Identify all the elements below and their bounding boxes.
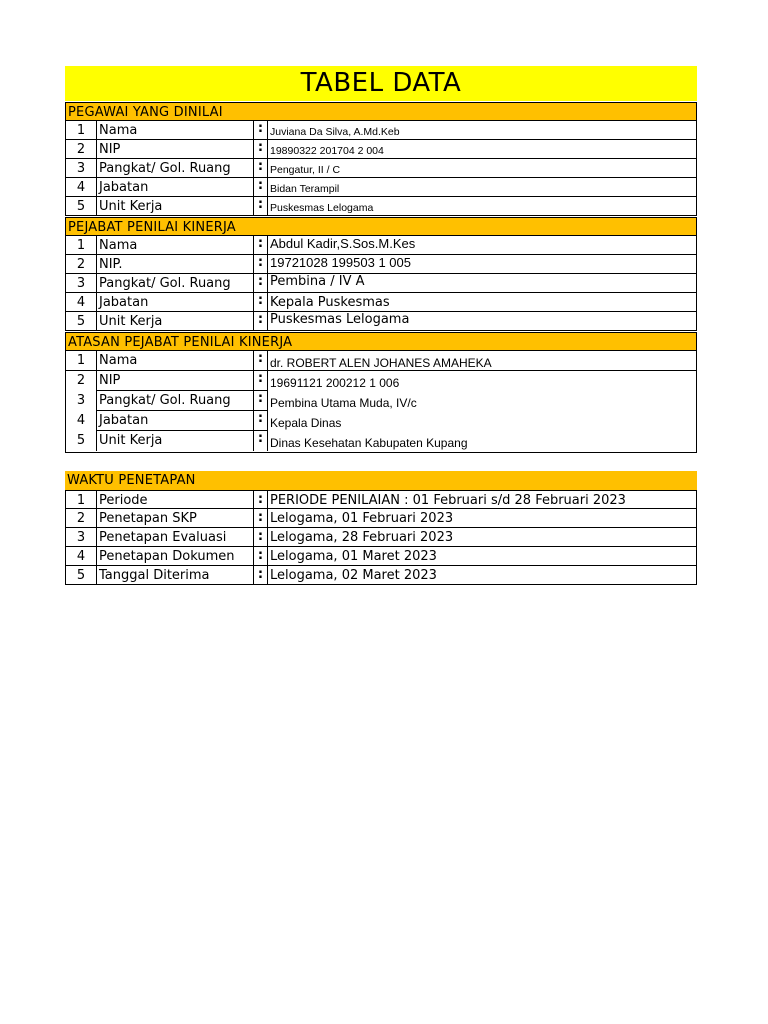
row-number: 1: [66, 121, 97, 139]
row-value: 19691121 200212 1 006: [270, 376, 400, 390]
table-row: [66, 431, 696, 451]
row-colon: :: [254, 274, 268, 292]
row-number: 4: [66, 411, 97, 431]
row-value: Lelogama, 28 Februari 2023: [270, 530, 454, 545]
row-value: dr. ROBERT ALEN JOHANES AMAHEKA: [270, 356, 492, 370]
row-colon: :: [254, 431, 268, 451]
row-value: Juviana Da Silva, A.Md.Keb: [270, 126, 400, 138]
row-label: Jabatan: [97, 293, 254, 311]
row-label: Nama: [97, 121, 254, 139]
table-row: [65, 293, 697, 312]
row-colon: :: [254, 528, 268, 546]
table-row: [65, 490, 697, 509]
row-number: 5: [66, 312, 97, 330]
row-number: 2: [66, 255, 97, 273]
row-label: Tanggal Diterima: [97, 566, 254, 584]
row-value: Pengatur, II / C: [270, 164, 341, 176]
table-row: [65, 509, 697, 528]
table-row: [66, 371, 696, 391]
row-value: Puskesmas Lelogama: [270, 202, 374, 214]
row-label: NIP: [97, 140, 254, 158]
section-pejabat: [65, 217, 697, 331]
row-colon: :: [254, 312, 268, 330]
row-colon: :: [254, 547, 268, 565]
row-number: 1: [66, 236, 97, 254]
row-value: Pembina / IV A: [270, 274, 365, 289]
table-row: [65, 274, 697, 293]
row-number: 4: [66, 178, 97, 196]
row-number: 3: [66, 528, 97, 546]
row-colon: :: [254, 197, 268, 215]
row-colon: :: [254, 509, 268, 527]
section-header-pejabat: PEJABAT PENILAI KINERJA: [65, 217, 697, 236]
row-label: Unit Kerja: [97, 431, 254, 451]
row-label: Periode: [97, 491, 254, 508]
row-value: Bidan Terampil: [270, 183, 340, 195]
row-number: 4: [66, 547, 97, 565]
row-label: NIP.: [97, 255, 254, 273]
row-value: Lelogama, 01 Maret 2023: [270, 549, 437, 564]
row-number: 2: [66, 371, 97, 391]
row-number: 2: [66, 140, 97, 158]
table-row: [65, 178, 697, 197]
row-colon: :: [254, 411, 268, 431]
row-colon: :: [254, 140, 268, 158]
row-value: 19721028 199503 1 005: [270, 255, 411, 270]
page-title: TABEL DATA: [65, 66, 697, 101]
row-colon: :: [254, 159, 268, 177]
row-label: Unit Kerja: [97, 312, 254, 330]
row-label: Nama: [97, 351, 254, 370]
row-value: Kepala Puskesmas: [270, 295, 390, 310]
table-row: [65, 566, 697, 585]
row-colon: :: [254, 491, 268, 508]
table-row: [65, 236, 697, 255]
section-header-waktu: WAKTU PENETAPAN: [65, 471, 697, 490]
row-value: PERIODE PENILAIAN : 01 Februari s/d 28 Februari 2023: [270, 493, 626, 508]
table-row: [65, 528, 697, 547]
row-value: Puskesmas Lelogama: [270, 312, 410, 327]
row-number: 4: [66, 293, 97, 311]
row-colon: :: [254, 351, 268, 370]
section-waktu: [65, 471, 697, 585]
row-number: 1: [66, 491, 97, 508]
row-label: Penetapan Dokumen: [97, 547, 254, 565]
table-row: [65, 255, 697, 274]
row-value: Dinas Kesehatan Kabupaten Kupang: [270, 436, 468, 450]
row-number: 1: [66, 351, 97, 370]
row-colon: :: [254, 236, 268, 254]
row-number: 5: [66, 431, 97, 451]
row-value: Pembina Utama Muda, IV/c: [270, 396, 417, 410]
table-row: [65, 547, 697, 566]
row-value: 19890322 201704 2 004: [270, 145, 384, 157]
row-colon: :: [254, 178, 268, 196]
section-pegawai: [65, 102, 697, 216]
table-row: [66, 391, 696, 411]
row-colon: :: [254, 121, 268, 139]
row-colon: :: [254, 255, 268, 273]
row-label: NIP: [97, 371, 254, 391]
row-value: Kepala Dinas: [270, 416, 342, 430]
row-number: 3: [66, 159, 97, 177]
row-colon: :: [254, 391, 268, 411]
table-row: [65, 197, 697, 216]
row-label: Jabatan: [97, 178, 254, 196]
row-colon: :: [254, 371, 268, 391]
row-value: Lelogama, 01 Februari 2023: [270, 511, 454, 526]
table-row: [65, 159, 697, 178]
row-number: 3: [66, 391, 97, 411]
section-header-pegawai: PEGAWAI YANG DINILAI: [65, 102, 697, 121]
table-row: [65, 140, 697, 159]
table-row: [66, 411, 696, 431]
table-row: [65, 312, 697, 331]
table-row: [66, 351, 696, 371]
row-label: Penetapan Evaluasi: [97, 528, 254, 546]
section-header-atasan: ATASAN PEJABAT PENILAI KINERJA: [65, 332, 697, 351]
row-label: Nama: [97, 236, 254, 254]
section-atasan: [65, 332, 697, 453]
row-value: Lelogama, 02 Maret 2023: [270, 568, 437, 583]
row-number: 5: [66, 566, 97, 584]
row-number: 2: [66, 509, 97, 527]
row-colon: :: [254, 566, 268, 584]
row-number: 5: [66, 197, 97, 215]
row-colon: :: [254, 293, 268, 311]
row-number: 3: [66, 274, 97, 292]
row-label: Jabatan: [97, 411, 254, 431]
row-label: Pangkat/ Gol. Ruang: [97, 274, 254, 292]
table-row: [65, 121, 697, 140]
title-bar: [65, 66, 697, 101]
atasan-table: [65, 351, 697, 453]
row-label: Pangkat/ Gol. Ruang: [97, 159, 254, 177]
row-value: Abdul Kadir,S.Sos.M.Kes: [270, 236, 416, 251]
row-label: Penetapan SKP: [97, 509, 254, 527]
row-label: Unit Kerja: [97, 197, 254, 215]
row-label: Pangkat/ Gol. Ruang: [97, 391, 254, 411]
